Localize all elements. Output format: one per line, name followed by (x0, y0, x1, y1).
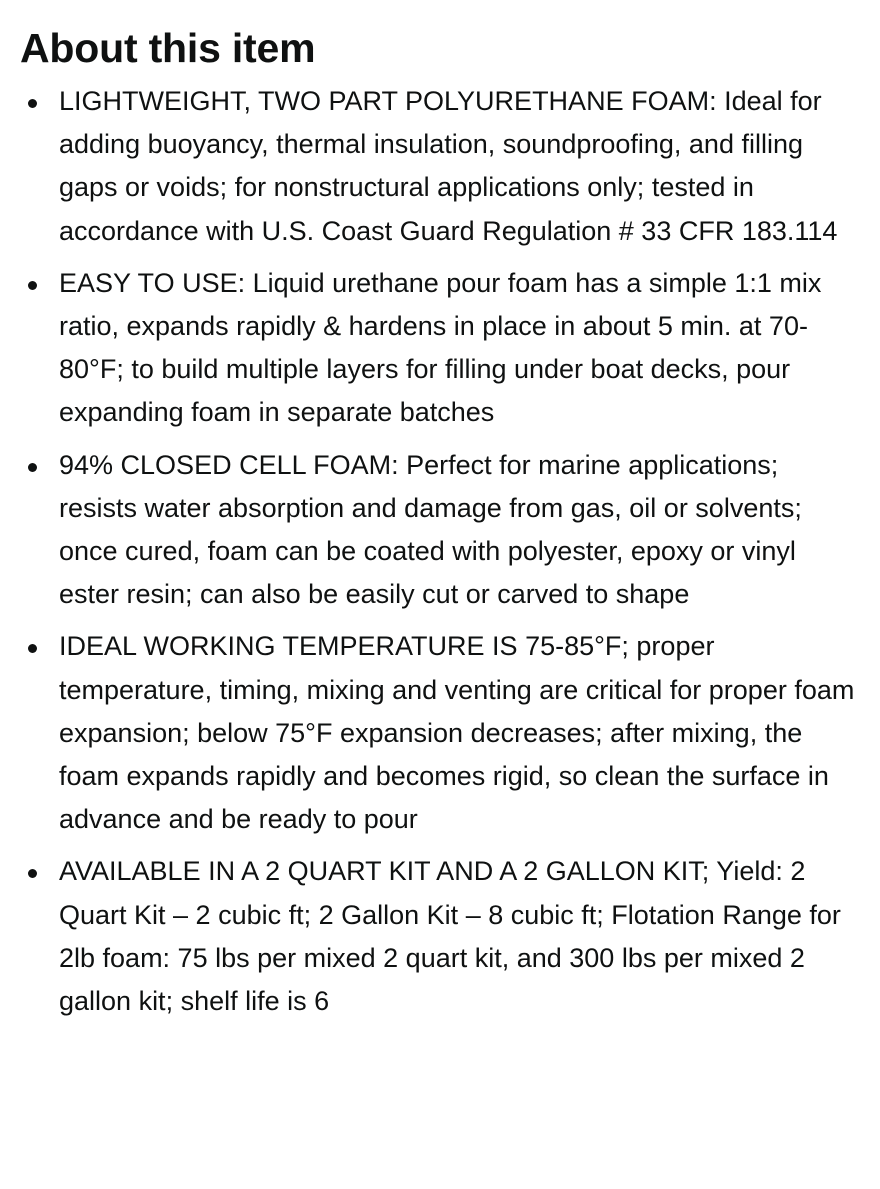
feature-bullet-item (20, 262, 860, 435)
feature-bullet-text: IDEAL WORKING TEMPERATURE IS 75-85°F; proper temperature, timing, mixing and venting are critical for proper foam expansion; below 75°F expansion decreases; after mixing, the foam expands rapidly and becomes rigid, so clean the surface in advance and be ready to pour (59, 631, 855, 835)
bullet-dot-icon (28, 644, 37, 653)
feature-bullet-text: EASY TO USE: Liquid urethane pour foam has a simple 1:1 mix ratio, expands rapidly & hardens in place in about 5 min. at 70-80°F; to build multiple layers for filling under boat decks, pour expanding foam in separate batches (59, 267, 822, 428)
feature-bullet-text: 94% CLOSED CELL FOAM: Perfect for marine applications; resists water absorption and damage from gas, oil or solvents; once cured, foam can be coated with polyester, epoxy or vinyl ester resin; can also be easily cut or carved to shape (59, 449, 802, 610)
feature-bullet-text: AVAILABLE IN A 2 QUART KIT AND A 2 GALLON KIT; Yield: 2 Quart Kit – 2 cubic ft; 2 Gallon Kit – 8 cubic ft; Flotation Range for 2lb foam: 75 lbs per mixed 2 quart kit, and 300 lbs per mixed 2 gallon kit; shelf life is 6 (59, 856, 841, 1017)
feature-bullet-list (20, 80, 860, 1023)
feature-bullet-text: LIGHTWEIGHT, TWO PART POLYURETHANE FOAM: Ideal for adding buoyancy, thermal insulation, soundproofing, and filling gaps or voids; for nonstructural applications only; tested in accordance with U.S. Coast Guard Regulation # 33 CFR 183.114 (59, 86, 838, 246)
feature-bullet-item (20, 80, 860, 253)
feature-bullet-item (20, 850, 860, 1023)
bullet-dot-icon (28, 463, 37, 472)
bullet-dot-icon (28, 869, 37, 878)
bullet-dot-icon (28, 99, 37, 108)
bullet-dot-icon (28, 281, 37, 290)
feature-bullet-item (20, 444, 860, 617)
feature-bullet-item (20, 625, 860, 841)
section-title: About this item (20, 25, 316, 71)
